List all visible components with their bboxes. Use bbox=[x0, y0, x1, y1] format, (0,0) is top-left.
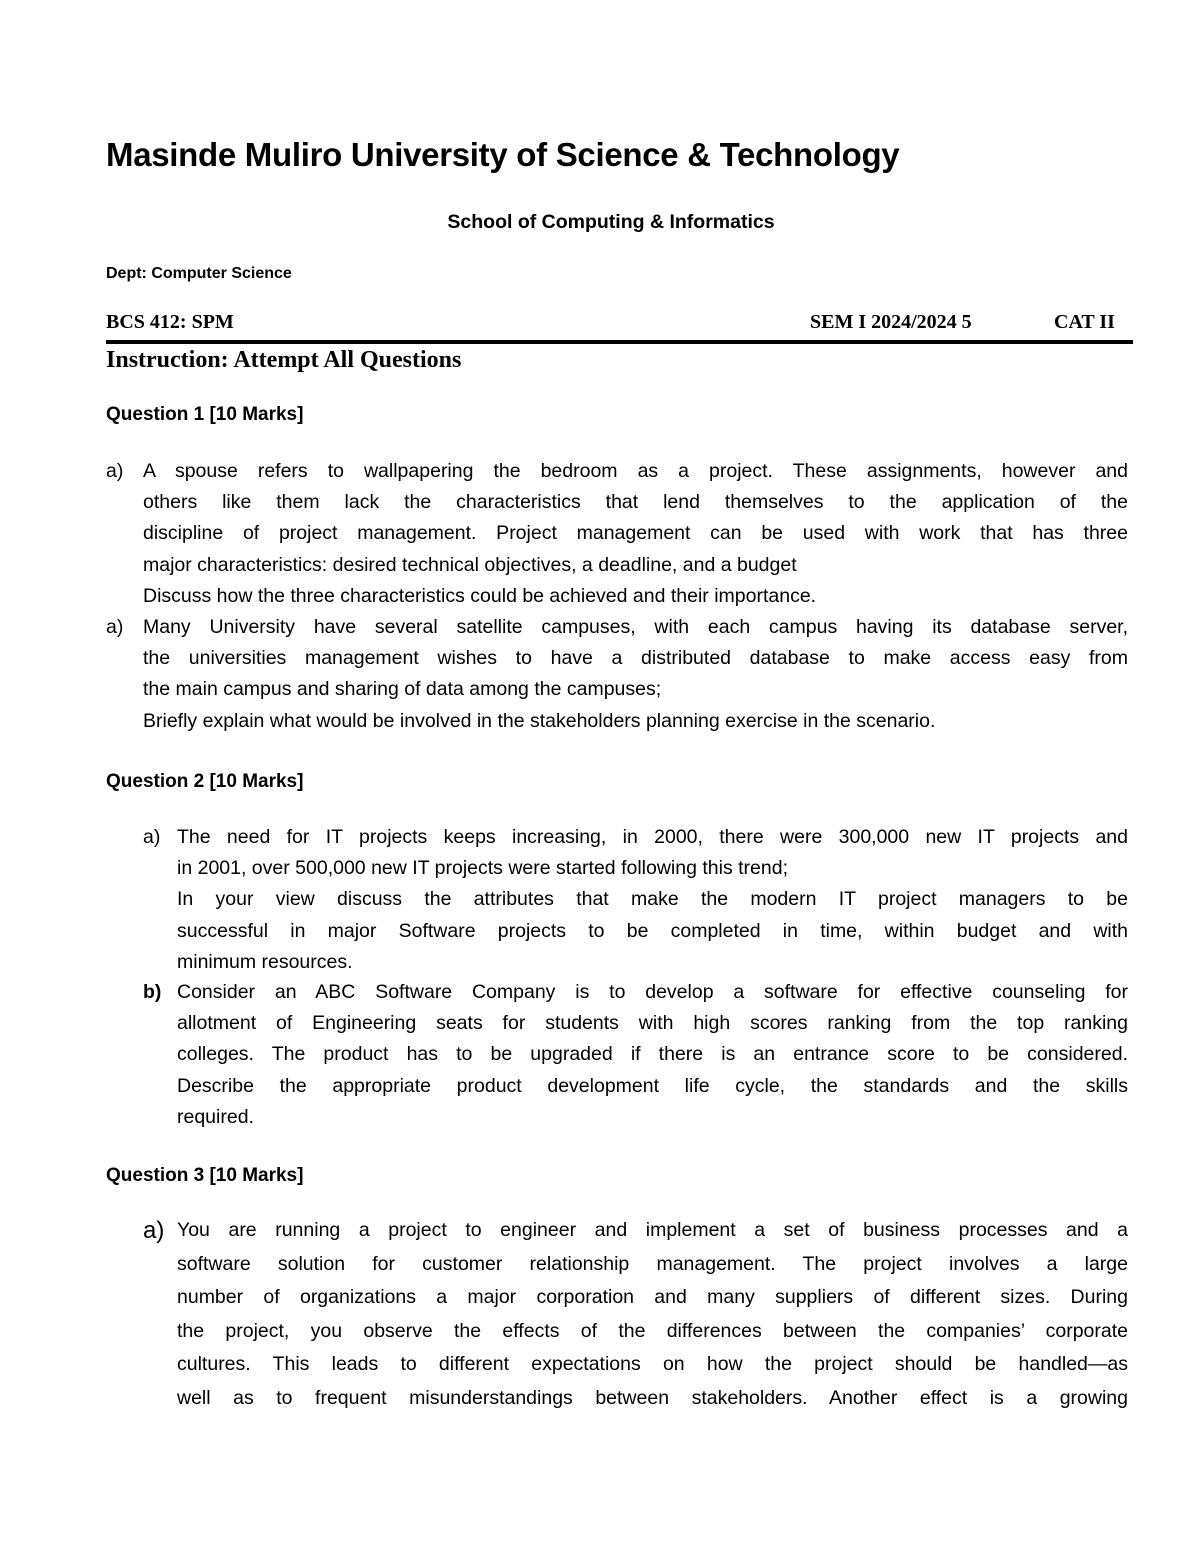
cat-label: CAT II bbox=[1054, 311, 1115, 333]
text-line: Describe the appropriate product development life cycle, the standards and the skills bbox=[177, 1074, 1128, 1097]
text-line: software solution for customer relationship management. The project involves a large bbox=[177, 1252, 1128, 1275]
header-divider bbox=[106, 340, 1133, 344]
text-line: cultures. This leads to different expectations on how the project should be handled—as bbox=[177, 1353, 1128, 1376]
text-line: successful in major Software projects to be completed in time, within budget and with bbox=[177, 919, 1128, 942]
question-heading: Question 3 [10 Marks] bbox=[106, 1165, 304, 1186]
school-name: School of Computing & Informatics bbox=[447, 211, 775, 233]
item-label: a) bbox=[106, 616, 124, 638]
text-line: Many University have several satellite campuses, with each campus having its database server, bbox=[143, 616, 1128, 638]
course-code: BCS 412: SPM bbox=[106, 311, 234, 333]
text-line: the universities management wishes to have a distributed database to make access easy from bbox=[143, 647, 1128, 670]
text-line: Consider an ABC Software Company is to develop a software for effective counseling for bbox=[177, 981, 1128, 1003]
text-line: Discuss how the three characteristics could be achieved and their importance. bbox=[143, 584, 817, 607]
question-heading: Question 2 [10 Marks] bbox=[106, 771, 304, 792]
text-line: number of organizations a major corporation and many suppliers of different sizes. During bbox=[177, 1286, 1128, 1309]
item-label: b) bbox=[143, 981, 162, 1003]
text-line: the main campus and sharing of data among the campuses; bbox=[143, 678, 662, 701]
question-item bbox=[143, 822, 1128, 978]
question-item bbox=[143, 1214, 1128, 1416]
text-line: minimum resources. bbox=[177, 950, 353, 973]
question-heading: Question 1 [10 Marks] bbox=[106, 404, 304, 425]
text-line: discipline of project management. Project management can be used with work that has three bbox=[143, 522, 1128, 545]
text-line: In your view discuss the attributes that make the modern IT project managers to be bbox=[177, 888, 1128, 911]
item-label: a) bbox=[106, 460, 124, 482]
item-label: a) bbox=[143, 1217, 165, 1244]
text-line: in 2001, over 500,000 new IT projects were started following this trend; bbox=[177, 857, 788, 880]
text-line: colleges. The product has to be upgraded if there is an entrance score to be considered. bbox=[177, 1043, 1128, 1066]
text-line: A spouse refers to wallpapering the bedroom as a project. These assignments, however and bbox=[143, 460, 1128, 482]
text-line: allotment of Engineering seats for students with high scores ranking from the top ranking bbox=[177, 1012, 1128, 1035]
text-line: Briefly explain what would be involved in the stakeholders planning exercise in the scenario. bbox=[143, 709, 936, 732]
question-item bbox=[143, 977, 1128, 1133]
question-item bbox=[106, 612, 1128, 737]
question-item bbox=[106, 456, 1128, 612]
text-line: The need for IT projects keeps increasing, in 2000, there were 300,000 new IT projects and bbox=[177, 826, 1128, 848]
semester: SEM I 2024/2024 5 bbox=[810, 311, 972, 333]
text-line: the project, you observe the effects of the differences between the companies’ corporate bbox=[177, 1319, 1128, 1342]
instruction: Instruction: Attempt All Questions bbox=[106, 347, 462, 373]
department: Dept: Computer Science bbox=[106, 265, 292, 282]
text-line: well as to frequent misunderstandings between stakeholders. Another effect is a growing bbox=[177, 1386, 1128, 1409]
university-title: Masinde Muliro University of Science & Technology bbox=[106, 136, 900, 173]
text-line: others like them lack the characteristics that lend themselves to the application of the bbox=[143, 491, 1128, 514]
text-line: major characteristics: desired technical objectives, a deadline, and a budget bbox=[143, 553, 797, 576]
text-line: required. bbox=[177, 1105, 254, 1128]
text-line: You are running a project to engineer and implement a set of business processes and a bbox=[177, 1219, 1128, 1241]
item-label: a) bbox=[143, 826, 161, 848]
